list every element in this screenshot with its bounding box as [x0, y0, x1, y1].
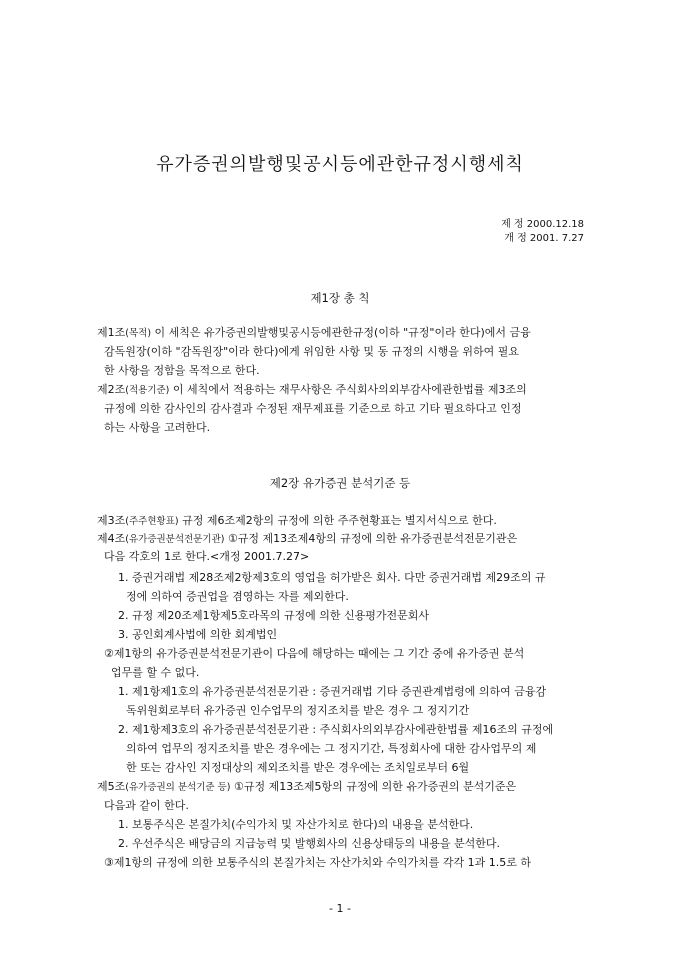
article-5-line: 다음과 같이 한다. [104, 799, 189, 812]
article-2-line: 규정에 의한 감사인의 감사결과 수정된 재무제표를 기준으로 하고 기타 필요하다고 인정 [104, 402, 522, 415]
article-title: (목적) [125, 328, 152, 339]
article-4-item: 독위원회로부터 유가증권 인수업무의 정지조치를 받은 경우 그 정지기간 [126, 704, 470, 717]
article-4-item: 정에 의하여 증권업을 겸영하는 자를 제외한다. [126, 590, 349, 603]
article-4-line: 다음 각호의 1로 한다.<개정 2001.7.27> [104, 550, 310, 563]
article-text: 이 세칙은 유가증권의발행및공시등에관한규정(이하 "규정"이라 한다)에서 금융 [151, 326, 531, 339]
article-text: ①규정 제13조제4항의 규정에 의한 유가증권분석전문기관은 [224, 532, 518, 545]
article-4-paragraph: ②제1항의 유가증권분석전문기관이 다음에 해당하는 때에는 그 기간 중에 유가증권 분석 [104, 647, 525, 660]
article-4-item: 의하여 업무의 정지조치를 받은 경우에는 그 정지기간, 특정회사에 대한 감사업무의 제 [126, 742, 537, 755]
article-text: 이 세칙에서 적용하는 재무사항은 주식회사의외부감사에관한법률 제3조의 [169, 383, 527, 396]
article-number: 제4조 [97, 532, 126, 545]
article-number: 제5조 [97, 780, 126, 793]
amendment-date: 개 정 2001. 7.27 [504, 233, 584, 244]
article-5-paragraph: ③제1항의 규정에 의한 보통주식의 본질가치는 자산가치와 수익가치를 각각 1과 1.5로 하 [104, 856, 531, 869]
article-number: 제1조 [97, 326, 126, 339]
article-4-item: 한 또는 감사인 지정대상의 제외조치를 받은 경우에는 조치일로부터 6월 [126, 761, 470, 774]
article-5-item: 1. 보통주식은 본질가치(수익가치 및 자산가치로 한다)의 내용을 분석한다. [118, 818, 474, 831]
article-5-item: 2. 우선주식은 배당금의 지급능력 및 발행회사의 신용상태등의 내용을 분석한다. [118, 837, 500, 850]
article-text: ①규정 제13조제5항의 규정에 의한 유가증권의 분석기준은 [230, 780, 517, 793]
enactment-date: 제 정 2000.12.18 [501, 219, 584, 230]
article-4-item: 2. 제1항제3호의 유가증권분석전문기관 : 주식회사의외부감사에관한법률 제16조의 규정에 [118, 723, 554, 736]
chapter-1-heading: 제1장 총 칙 [310, 291, 370, 305]
article-text: 규정 제6조제2항의 규정에 의한 주주현황표는 별지서식으로 한다. [178, 514, 497, 527]
article-3-line [97, 514, 497, 529]
article-4-item: 1. 제1항제1호의 유가증권분석전문기관 : 증권거래법 기타 증권관계법령에 의하여 금융감 [118, 685, 547, 698]
article-number: 제3조 [97, 514, 126, 527]
article-4-item: 1. 증권거래법 제28조제2항제3호의 영업을 허가받은 회사. 다만 증권거래법 제29조의 규 [118, 571, 546, 584]
article-number: 제2조 [97, 383, 126, 396]
article-title: (유가증권의 분석기준 등) [125, 782, 231, 793]
article-4-item: 2. 규정 제20조제1항제5호라목의 규정에 의한 신용평가전문회사 [118, 609, 429, 622]
article-1-line [97, 326, 531, 341]
article-4-line [97, 532, 517, 547]
article-1-line: 한 사항을 정함을 목적으로 한다. [104, 364, 260, 377]
article-title: (적용기준) [125, 385, 170, 396]
chapter-2-heading: 제2장 유가증권 분석기준 등 [269, 476, 411, 490]
article-2-line: 하는 사항을 고려한다. [104, 421, 211, 434]
article-5-line [97, 780, 516, 795]
article-title: (주주현황표) [125, 516, 179, 527]
article-1-line: 감독원장(이하 "감독원장"이라 한다)에게 위임한 사항 및 동 규정의 시행을 위하여 필요 [104, 345, 519, 358]
article-2-line [97, 383, 527, 398]
document-title: 유가증권의발행및공시등에관한규정시행세칙 [156, 154, 524, 175]
article-4-item: 3. 공인회계사법에 의한 회계법인 [118, 628, 278, 641]
article-title: (유가증권분석전문기관) [125, 534, 225, 545]
article-4-paragraph: 업무를 할 수 없다. [111, 666, 200, 679]
page-number: - 1 - [329, 902, 351, 915]
